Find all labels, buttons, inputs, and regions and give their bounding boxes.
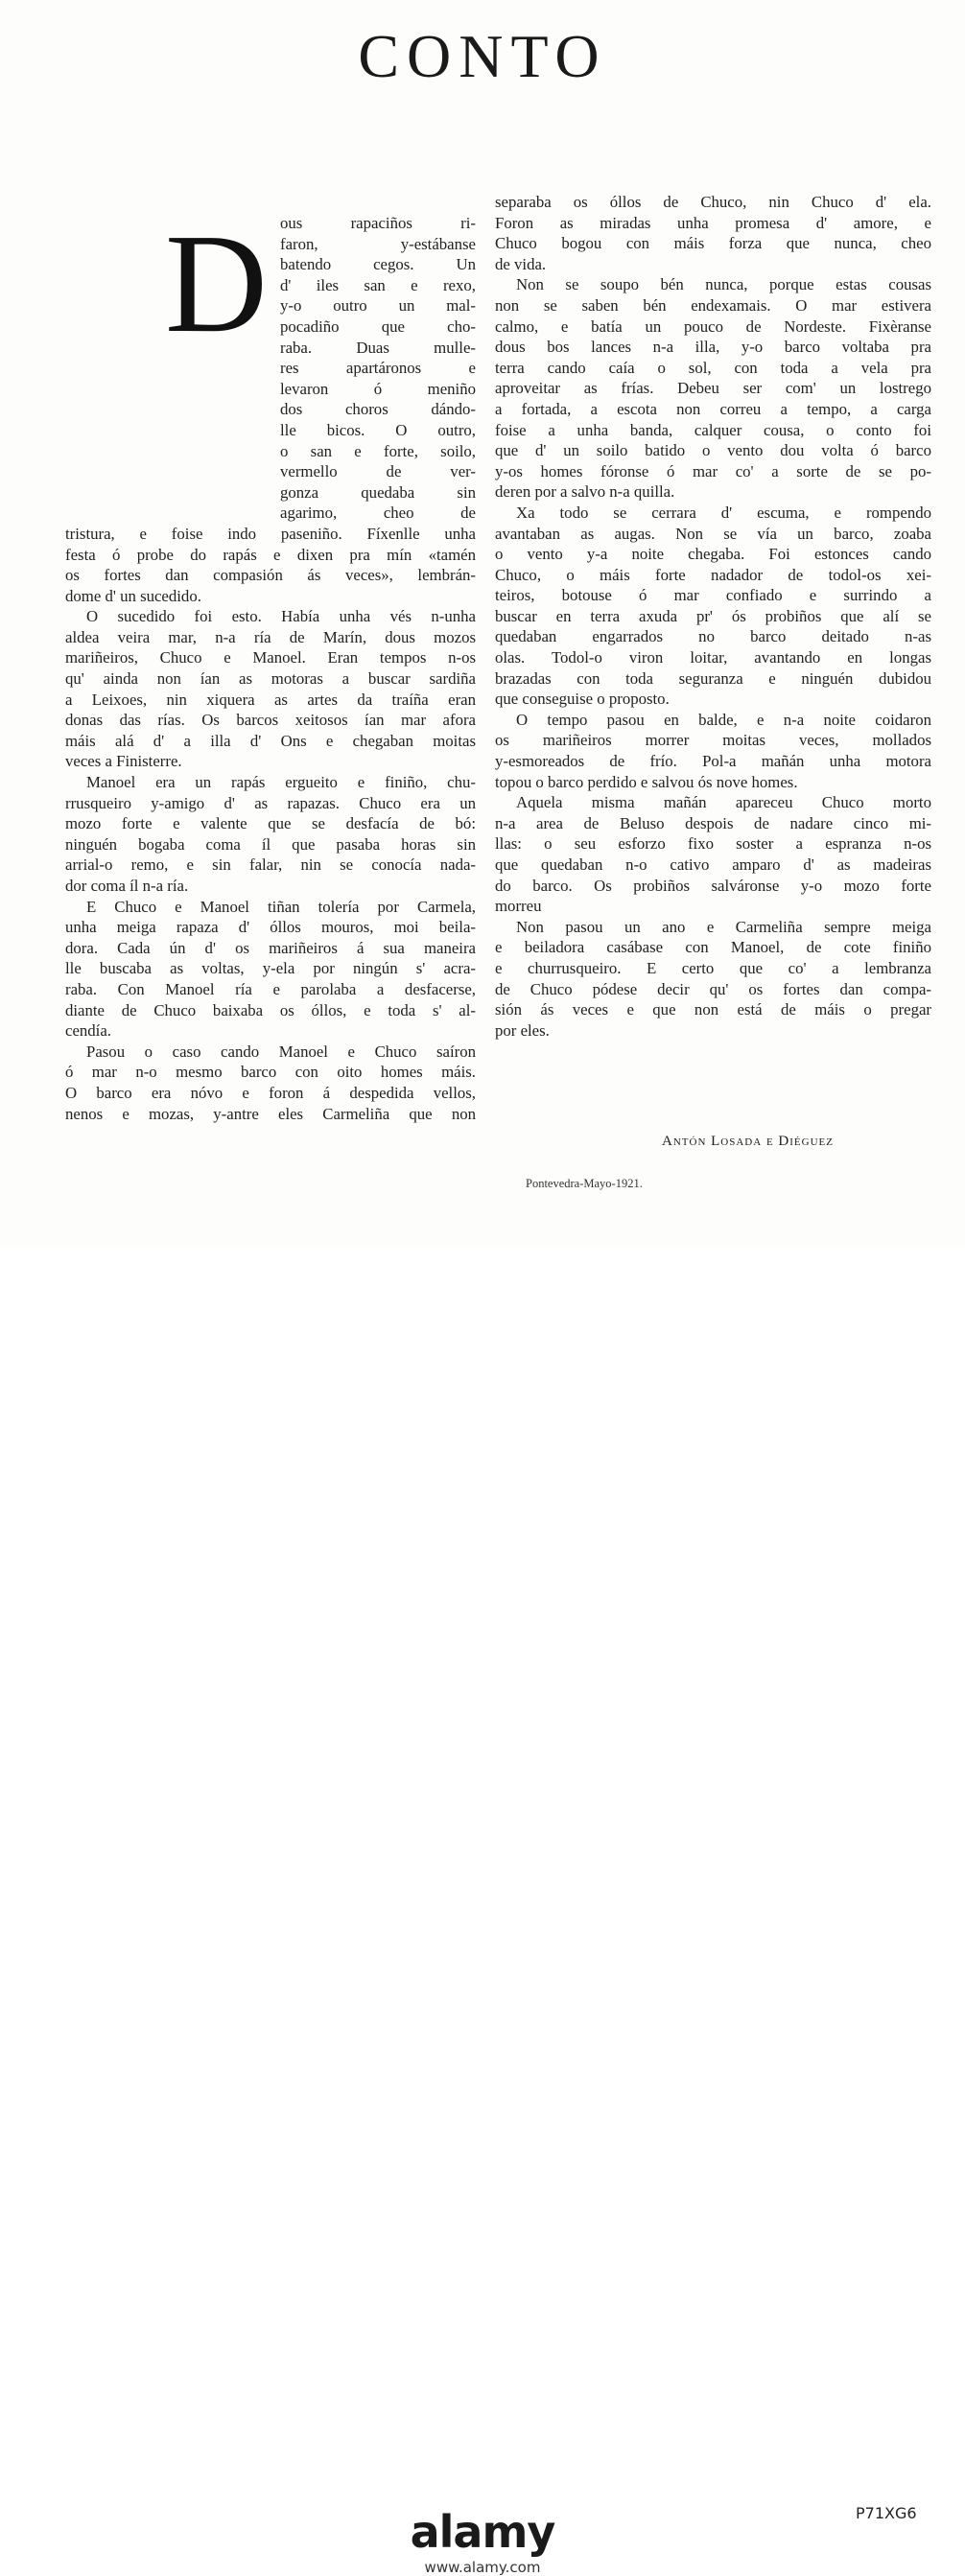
text-line: donas das rías. Os barcos xeitosos ían mar afora [65,711,476,730]
text-line: máis alá d' a illa d' Ons e chegaban moitas [65,731,476,750]
text-line: batendo cegos. Un [280,255,476,274]
text-line: aproveitar as frías. Debeu ser com' un lostrego [495,379,931,398]
text-line: sión ás veces e que non está de máis o pregar [495,1000,931,1019]
text-line: que quedaban n-o cativo amparo d' as madeiras [495,855,931,874]
text-line: ó mar n-o mesmo barco con oito homes máis. [65,1063,476,1082]
author-signature: Antón Losada e Diéguez [662,1134,834,1149]
text-line: morreu [495,897,542,916]
text-line: y-o outro un mal- [280,296,476,316]
text-line: O tempo pasou en balde, e n-a noite coidaron [516,710,931,729]
text-line: os fortes dan compasión ás veces», lembrán- [65,566,476,585]
text-line: mozo forte e valente que se desfacía de bó: [65,814,476,833]
text-line: a fortada, a escota non correu a tempo, a carga [495,399,931,418]
text-line: agarimo, cheo de [280,503,476,523]
text-line: lle bicos. O outro, [280,420,476,439]
text-line: Aquela misma mañán apareceu Chuco morto [516,793,931,812]
text-line: lle buscaba as voltas, y-ela por ningún s' acra- [65,959,476,978]
text-line: n-a area de Beluso despois de nadare cinco mi- [495,813,931,832]
text-line: ous rapaciños ri- [280,214,476,232]
text-line: mariñeiros, Chuco e Manoel. Eran tempos n-os [65,648,476,667]
text-line: faron, y-estábanse [280,234,476,253]
text-line: y-esmoreados de frío. Pol-a mañán unha motora [495,752,931,771]
text-line: E Chuco e Manoel tiñan tolería por Carmela, [86,897,476,916]
text-line: tristura, e foise indo paseniño. Fíxenlle unha [65,524,476,543]
text-line: avantaban as augas. Non se vía un barco, zoaba [495,524,931,543]
text-line: aldea veira mar, n-a ría de Marín, dous mozos [65,627,476,646]
text-line: dora. Cada ún d' os mariñeiros á sua maneira [65,938,476,957]
text-line: Non pasou un ano e Carmeliña sempre meiga [516,917,931,936]
text-line: deren por a salvo n-a quilla. [495,482,675,502]
text-line: teiros, botouse ó mar confiado e surrindo a [495,586,931,605]
text-line: veces a Finisterre. [65,752,182,771]
text-line: pocadiño que cho- [280,316,476,336]
text-line: de vida. [495,254,547,273]
text-line: raba. Duas mulle- [280,338,476,357]
text-line: levaron ó meniño [280,379,476,398]
text-line: Pasou o caso cando Manoel e Chuco saíron [86,1042,476,1061]
text-line: por eles. [495,1020,550,1040]
text-line: buscar en terra axuda pr' ós probiños que alí se [495,606,931,625]
text-line: res apartáronos e [280,359,476,378]
text-line: unha meiga rapaza d' óllos mouros, moi beila- [65,918,476,937]
text-line: y-os homes fóronse ó mar co' a sorte de se po- [495,461,931,480]
text-line: Chuco, o máis forte nadador de todol-os xei- [495,565,931,584]
left-column [65,205,476,1124]
text-line: Non se soupo bén nunca, porque estas cousas [516,275,931,294]
scanned-page [0,0,965,1247]
text-line: festa ó probe do rapás e dixen pra mín «tamén [65,545,476,564]
text-line: que d' un soilo batido o vento dou volta ó barco [495,441,931,460]
text-line: Manoel era un rapás ergueito e finiño, chu- [86,773,476,792]
text-line: o vento y-a noite chegaba. Foi estonces cando [495,545,931,564]
text-line: calmo, e batía un pouco de Nordeste. Fixèranse [495,316,931,336]
text-line: dome d' un sucedido. [65,586,201,605]
text-line: raba. Con Manoel ría e parolaba a desfacerse, [65,979,476,998]
text-line: dor coma íl n-a ría. [65,877,189,895]
place-date: Pontevedra-Mayo-1921. [526,1177,643,1190]
text-line: O sucedido foi esto. Había unha vés n-unha [86,607,476,626]
text-line: quedaban engarrados no barco deitado n-as [495,627,931,646]
page-title: CONTO [358,22,607,90]
text-line: os mariñeiros morrer moitas veces, mollados [495,731,931,750]
text-line: rrusqueiro y-amigo d' as rapazas. Chuco era un [65,793,476,812]
text-line: llas: o seu esforzo fixo soster a espranza n-os [495,834,931,854]
text-line: Xa todo se cerrara d' escuma, e rompendo [516,503,931,522]
text-line: non se saben bén endexamais. O mar estivera [495,295,931,315]
text-line: O barco era nóvo e foron á despedida vellos, [65,1083,476,1102]
text-line: Foron as miradas unha promesa d' amore, e [495,213,931,232]
text-line: terra cando caía o sol, con toda a vela pra [495,358,931,377]
text-line: olas. Todol-o viron loitar, avantando en longas [495,648,931,667]
text-line: brazadas con toda seguranza e ninguén dubidou [495,668,931,688]
brand-url: www.alamy.com [424,2559,541,2576]
text-line: dous bos lances n-a illa, y-o barco voltaba pra [495,338,931,357]
text-line: gonza quedaba sin [280,482,476,502]
brand-logo: alamy [410,2506,555,2558]
text-line: e churrusqueiro. E certo que co' a lembranza [495,958,931,977]
text-line: vermello de ver- [280,462,476,481]
text-line: dos choros dándo- [280,400,476,419]
text-line: a Leixoes, nin xiquera as artes da traíña eran [65,690,476,709]
text-line: arrial-o remo, e sin falar, nin se conocía nada- [65,855,476,875]
text-line: que conseguise o proposto. [495,690,670,709]
text-line: nenos e mozas, y-antre eles Carmeliña que non [65,1104,476,1123]
text-line: cendía. [65,1021,111,1041]
text-line: foise a unha banda, calquer cousa, o conto foi [495,420,931,439]
text-line: d' iles san e rexo, [280,275,476,294]
right-column [495,192,931,1041]
text-line: topou o barco perdido e salvou ós nove homes. [495,772,798,791]
text-line: diante de Chuco baixaba os óllos, e toda s' al- [65,1000,476,1019]
text-line: ninguén bogaba coma íl que pasaba horas sin [65,834,476,854]
image-code: P71XG6 [856,2504,917,2522]
watermark-footer [0,1247,965,2576]
text-line: Chuco bogou con máis forza que nunca, cheo [495,234,931,253]
text-line: o san e forte, soilo, [280,441,476,460]
text-line: de Chuco pódese decir qu' os fortes dan compa- [495,979,931,998]
text-line: do barco. Os probiños salváronse y-o mozo forte [495,876,931,895]
text-line: separaba os óllos de Chuco, nin Chuco d' ela. [495,193,931,211]
text-line: e beiladora casábase con Manoel, de cote finiño [495,938,931,957]
text-line: qu' ainda non ían as motoras a buscar sardiña [65,669,476,689]
drop-cap: D [165,205,268,363]
